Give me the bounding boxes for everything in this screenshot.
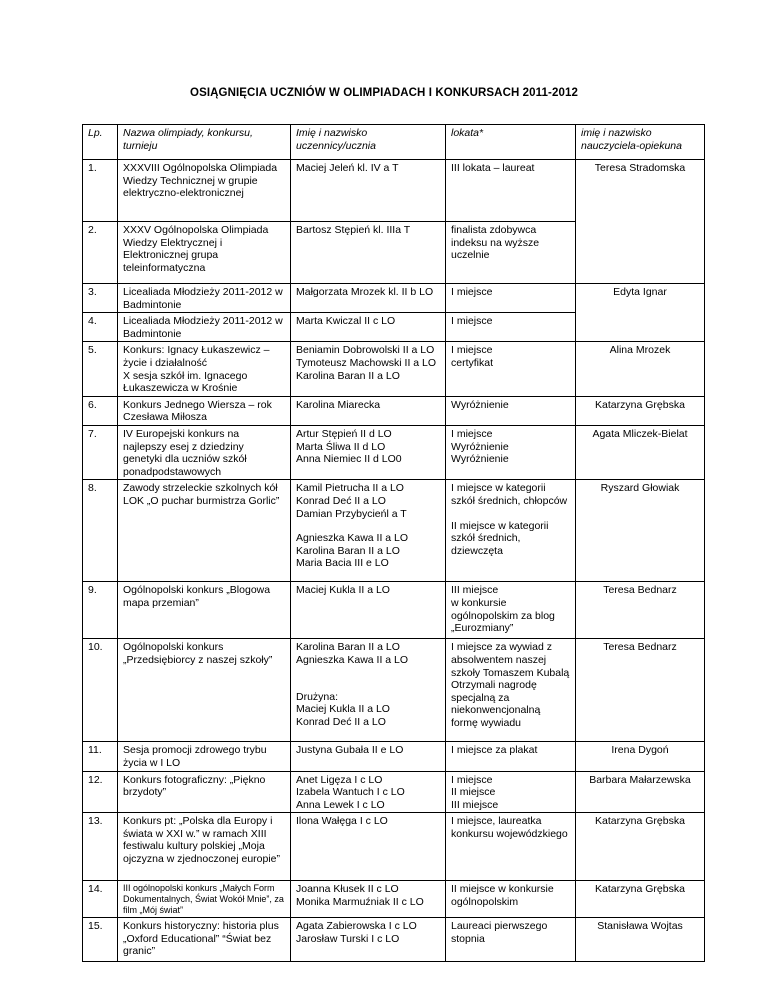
cell-student: Justyna Gubała II e LO — [291, 742, 446, 771]
cell-student: Joanna Kłusek II c LO Monika Marmuźniak II c LO — [291, 881, 446, 918]
cell-place: III miejsce w konkursie ogólnopolskim za blog „Eurozmiany” — [446, 582, 576, 639]
cell-lp: 15. — [83, 918, 118, 962]
cell-lp: 11. — [83, 742, 118, 771]
cell-lp: 6. — [83, 396, 118, 425]
cell-teacher: Teresa Bednarz — [576, 639, 705, 742]
table-row — [83, 639, 705, 742]
cell-place: I miejsce — [446, 313, 576, 342]
cell-place: Wyróżnienie — [446, 396, 576, 425]
cell-student: Bartosz Stępień kl. IIIa T — [291, 222, 446, 284]
cell-teacher: Teresa Bednarz — [576, 582, 705, 639]
table-row — [83, 582, 705, 639]
cell-student: Karolina Baran II a LO Agnieszka Kawa II a LO Drużyna: Maciej Kukla II a LO Konrad Deć II a LO — [291, 639, 446, 742]
header-place: lokata* — [446, 125, 576, 160]
achievements-table — [82, 124, 705, 962]
table-row — [83, 771, 705, 813]
cell-student: Beniamin Dobrowolski II a LO Tymoteusz Machowski II a LO Karolina Baran II a LO — [291, 342, 446, 396]
cell-lp: 12. — [83, 771, 118, 813]
cell-competition: Konkurs fotograficzny: „Piękno brzydoty” — [118, 771, 291, 813]
cell-competition: Zawody strzeleckie szkolnych kół LOK „O puchar burmistrza Gorlic” — [118, 480, 291, 582]
cell-lp: 10. — [83, 639, 118, 742]
table-row — [83, 425, 705, 479]
cell-teacher: Irena Dygoń — [576, 742, 705, 771]
cell-competition: Licealiada Młodzieży 2011-2012 w Badmintonie — [118, 313, 291, 342]
cell-place: I miejsce Wyróżnienie Wyróżnienie — [446, 425, 576, 479]
cell-lp: 3. — [83, 284, 118, 313]
cell-competition: Ogólnopolski konkurs „Przedsiębiorcy z naszej szkoły” — [118, 639, 291, 742]
cell-lp: 9. — [83, 582, 118, 639]
cell-student: Maciej Jeleń kl. IV a T — [291, 160, 446, 222]
table-row — [83, 742, 705, 771]
header-teacher: imię i nazwisko nauczyciela-opiekuna — [576, 125, 705, 160]
cell-lp: 1. — [83, 160, 118, 222]
cell-lp: 8. — [83, 480, 118, 582]
cell-place: III lokata – laureat — [446, 160, 576, 222]
table-row — [83, 918, 705, 962]
cell-student: Marta Kwiczal II c LO — [291, 313, 446, 342]
cell-student: Artur Stępień II d LO Marta Śliwa II d LO Anna Niemiec II d LO0 — [291, 425, 446, 479]
cell-competition: IV Europejski konkurs na najlepszy esej z dziedziny genetyki dla uczniów szkół ponadpodstawowych — [118, 425, 291, 479]
table-row — [83, 480, 705, 582]
table-header-row — [83, 125, 705, 160]
cell-student: Agata Zabierowska I c LO Jarosław Turski I c LO — [291, 918, 446, 962]
cell-place: I miejsce II miejsce III miejsce — [446, 771, 576, 813]
cell-teacher: Agata Mliczek-Bielat — [576, 425, 705, 479]
table-row — [83, 342, 705, 396]
cell-competition: Konkurs pt: „Polska dla Europy i świata w XXI w.” w ramach XIII festiwalu kultury polskiej „Moja ojczyzna w zjednoczonej europie” — [118, 813, 291, 881]
cell-place: II miejsce w konkursie ogólnopolskim — [446, 881, 576, 918]
cell-student: Małgorzata Mrozek kl. II b LO — [291, 284, 446, 313]
header-student: Imię i nazwisko uczennicy/ucznia — [291, 125, 446, 160]
cell-place: I miejsce za plakat — [446, 742, 576, 771]
cell-student: Karolina Miarecka — [291, 396, 446, 425]
cell-student: Ilona Wałęga I c LO — [291, 813, 446, 881]
cell-competition: Konkurs Jednego Wiersza – rok Czesława Miłosza — [118, 396, 291, 425]
cell-teacher: Stanisława Wojtas — [576, 918, 705, 962]
header-lp: Lp. — [83, 125, 118, 160]
cell-student: Anet Ligęza I c LO Izabela Wantuch I c LO Anna Lewek I c LO — [291, 771, 446, 813]
page-title: OSIĄGNIĘCIA UCZNIÓW W OLIMPIADACH I KONKURSACH 2011-2012 — [190, 87, 578, 99]
cell-teacher: Teresa Stradomska — [576, 160, 705, 284]
cell-lp: 13. — [83, 813, 118, 881]
cell-teacher: Ryszard Głowiak — [576, 480, 705, 582]
cell-competition: Licealiada Młodzieży 2011-2012 w Badmintonie — [118, 284, 291, 313]
cell-competition: Sesja promocji zdrowego trybu życia w I LO — [118, 742, 291, 771]
table-row — [83, 881, 705, 918]
cell-lp: 4. — [83, 313, 118, 342]
cell-teacher: Katarzyna Grębska — [576, 881, 705, 918]
cell-competition: Konkurs historyczny: historia plus „Oxford Educational” “Świat bez granic” — [118, 918, 291, 962]
table-row — [83, 160, 705, 222]
table-row — [83, 396, 705, 425]
table-row — [83, 284, 705, 313]
cell-place: Laureaci pierwszego stopnia — [446, 918, 576, 962]
cell-teacher: Katarzyna Grębska — [576, 813, 705, 881]
cell-teacher: Barbara Małarzewska — [576, 771, 705, 813]
table-row — [83, 813, 705, 881]
cell-competition: III ogólnopolski konkurs „Małych Form Dokumentalnych, Świat Wokół Mnie”, za film „Mój świat” — [118, 881, 291, 918]
cell-place: I miejsce, laureatka konkursu wojewódzkiego — [446, 813, 576, 881]
cell-competition: XXXV Ogólnopolska Olimpiada Wiedzy Elektrycznej i Elektronicznej grupa teleinformatyczna — [118, 222, 291, 284]
cell-place: I miejsce — [446, 284, 576, 313]
cell-lp: 7. — [83, 425, 118, 479]
header-competition: Nazwa olimpiady, konkursu, turnieju — [118, 125, 291, 160]
cell-lp: 14. — [83, 881, 118, 918]
cell-place: I miejsce certyfikat — [446, 342, 576, 396]
cell-competition: XXXVIII Ogólnopolska Olimpiada Wiedzy Technicznej w grupie elektryczno-elektronicznej — [118, 160, 291, 222]
cell-place: I miejsce za wywiad z absolwentem naszej szkoły Tomaszem Kubalą Otrzymali nagrodę specjalną za niekonwencjonalną formę wywiadu — [446, 639, 576, 742]
cell-competition: Konkurs: Ignacy Łukaszewicz – życie i działalność X sesja szkół im. Ignacego Łukaszewicza w Krośnie — [118, 342, 291, 396]
cell-place: finalista zdobywca indeksu na wyższe uczelnie — [446, 222, 576, 284]
cell-teacher: Alina Mrozek — [576, 342, 705, 396]
cell-student: Maciej Kukla II a LO — [291, 582, 446, 639]
cell-student: Kamil Pietrucha II a LO Konrad Deć II a LO Damian Przybycieńl a T Agnieszka Kawa II a LO Karolina Baran II a LO Maria Bacia III e LO — [291, 480, 446, 582]
cell-lp: 5. — [83, 342, 118, 396]
cell-teacher: Katarzyna Grębska — [576, 396, 705, 425]
cell-lp: 2. — [83, 222, 118, 284]
cell-teacher: Edyta Ignar — [576, 284, 705, 342]
cell-competition: Ogólnopolski konkurs „Blogowa mapa przemian” — [118, 582, 291, 639]
cell-place: I miejsce w kategorii szkół średnich, chłopców II miejsce w kategorii szkół średnich, dziewczęta — [446, 480, 576, 582]
